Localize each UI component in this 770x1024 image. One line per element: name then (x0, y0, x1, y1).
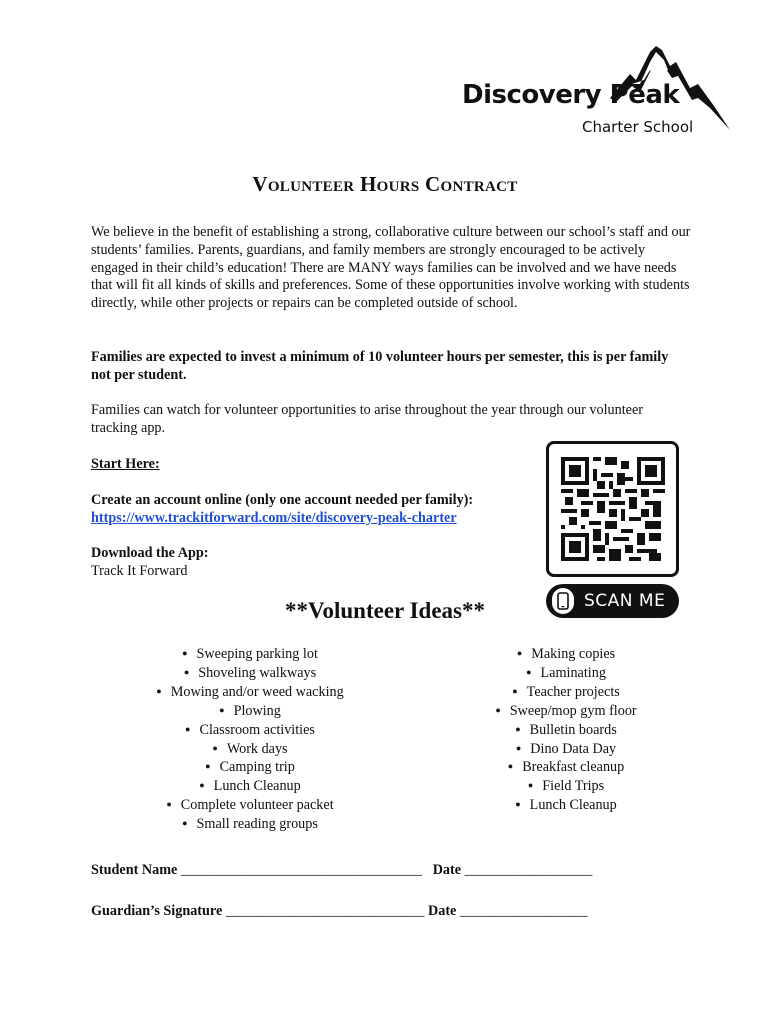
tracking-paragraph: Families can watch for volunteer opportunities to arise throughout the year through our volunteer tracking app. (91, 402, 643, 436)
list-item: ● Sweeping parking lot (116, 646, 384, 665)
app-name: Track It Forward (91, 563, 188, 579)
list-item: ● Laminating (466, 665, 666, 684)
list-item: ● Classroom activities (116, 722, 384, 741)
download-heading: Download the App: (91, 545, 209, 561)
ideas-list-left (116, 646, 384, 835)
list-item: ● Complete volunteer packet (116, 797, 384, 816)
list-item: ● Plowing (116, 703, 384, 722)
account-heading: Create an account online (only one account needed per family): (91, 492, 474, 508)
student-name-label: Student Name (91, 862, 178, 878)
list-item: ● Making copies (466, 646, 666, 665)
list-item: ● Sweep/mop gym floor (466, 703, 666, 722)
intro-paragraph: We believe in the benefit of establishing a strong, collaborative culture between our school’s staff and our students’ families. Parents, guardians, and family members are strongly encouraged to be actively engaged in their child’s education! There are MANY ways families can be involved and we have needs that will fit all kinds of skills and preferences. Some of these opportunities involve working with students directly, while other projects or repairs can be completed outside of school. (91, 224, 691, 312)
list-item: ● Lunch Cleanup (116, 778, 384, 797)
qr-code[interactable] (546, 441, 679, 577)
date-field[interactable]: __________________ (464, 862, 593, 878)
scan-me-label: SCAN ME (584, 591, 666, 611)
list-item: ● Mowing and/or weed wacking (116, 684, 384, 703)
date-label-2: Date (427, 903, 457, 919)
list-item: ● Field Trips (466, 778, 666, 797)
guardian-signature-field[interactable]: ____________________________ (225, 903, 425, 919)
guardian-signature-row (91, 903, 588, 920)
student-name-field[interactable]: __________________________________ (180, 862, 423, 878)
date-field-2[interactable]: __________________ (459, 903, 588, 919)
list-item: ● Breakfast cleanup (466, 759, 666, 778)
document-title: Volunteer Hours Contract (252, 172, 518, 196)
student-name-row (91, 862, 592, 879)
school-logo (460, 40, 740, 140)
list-item: ● Dino Data Day (466, 741, 666, 760)
list-item: ● Shoveling walkways (116, 665, 384, 684)
list-item: ● Work days (116, 741, 384, 760)
ideas-list-right (466, 646, 666, 816)
ideas-title: **Volunteer Ideas** (285, 598, 485, 623)
start-here-heading: Start Here: (91, 456, 160, 472)
expectation-paragraph: Families are expected to invest a minimum of 10 volunteer hours per semester, this is per family not per student. (91, 349, 669, 383)
list-item: ● Small reading groups (116, 816, 384, 835)
list-item: ● Lunch Cleanup (466, 797, 666, 816)
list-item: ● Bulletin boards (466, 722, 666, 741)
list-item: ● Camping trip (116, 759, 384, 778)
logo-subtitle: Charter School (582, 118, 694, 136)
guardian-signature-label: Guardian’s Signature (91, 903, 223, 919)
logo-name: Discovery Peak (462, 80, 680, 110)
list-item: ● Teacher projects (466, 684, 666, 703)
account-link[interactable]: https://www.trackitforward.com/site/discovery-peak-charter (91, 510, 457, 526)
qr-code-icon (561, 457, 665, 561)
date-label: Date (432, 862, 462, 878)
